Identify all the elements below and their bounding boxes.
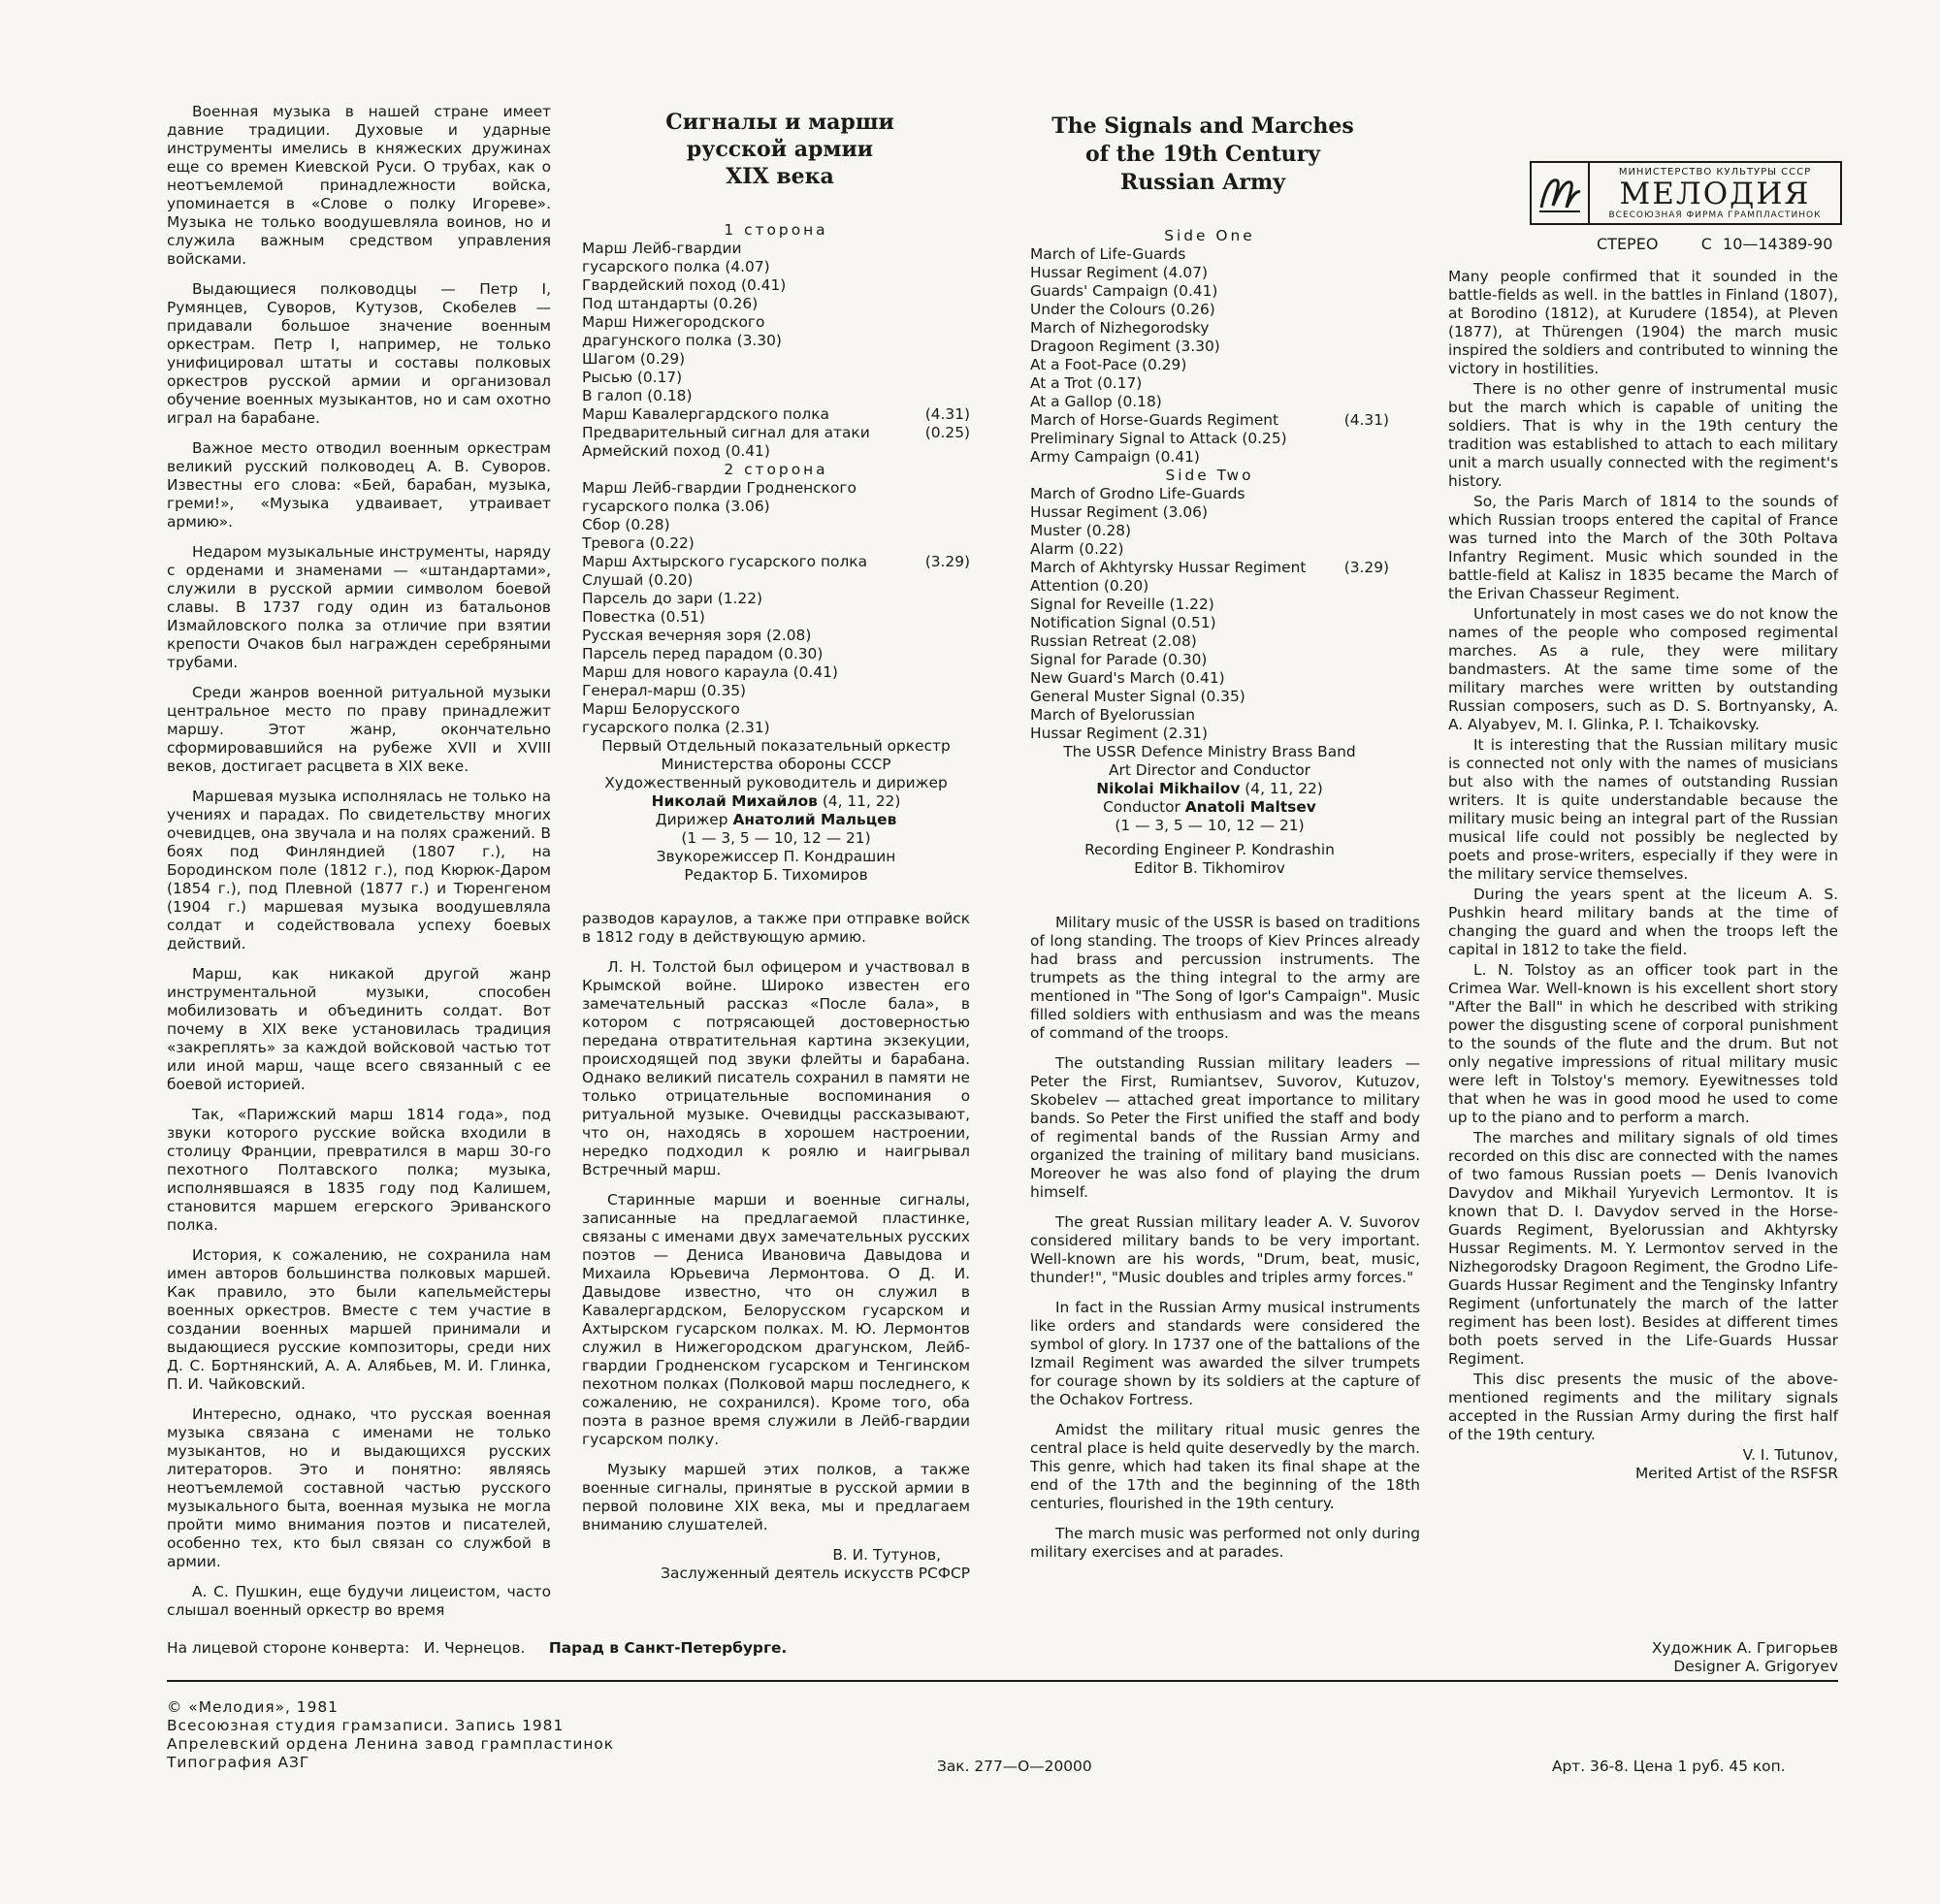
ru-track-title: Повестка (0.51) [582, 608, 705, 626]
footer-copyright: © «Мелодия», 1981 [167, 1698, 339, 1716]
en-track [1030, 522, 1389, 540]
en-credit-engineer: Recording Engineer P. Kondrashin [1084, 841, 1335, 858]
en-text-paragraph: Military music of the USSR is based on traditions of long standing. The troops of Kiev Princes already had brass and percussion instruments. The trumpets as the thing integral to the army are mentioned in "The Song of Igor's Campaign". Music filled soldiers with enthusiasm and was the means of command of the troops. [1030, 914, 1420, 1042]
en-right-paragraph: So, the Paris March of 1814 to the sounds of which Russian troops entered the capital of France was turned into the March of the 30th Poltava Infantry Regiment. Music which sounded in the battle-field at Kalisz in 1835 became the March of the Erivan Chasseur Regiment. [1448, 493, 1838, 602]
ru-track-title: Гвардейский поход (0.41) [582, 276, 787, 294]
cover-note-label: На лицевой стороне конверта: [167, 1639, 410, 1657]
ru-director-name: Николай Михайлов [651, 792, 818, 810]
ru-track-title: Под штандарты (0.26) [582, 295, 759, 312]
ru-credit-director-label: Художественный руководитель и дирижер [604, 774, 948, 791]
en-text-paragraph: The outstanding Russian military leaders — Peter the First, Rumiantsev, Suvorov, Kutuzov, Skobelev — attached great importance to military bands. So Peter the First unified the staff and body of regimental bands of the Russian Army and organized the training of military band musicians. Moreover he was also fond of playing the drum himself. [1030, 1054, 1420, 1201]
melodiya-logo [1530, 161, 1842, 225]
ru-track [582, 424, 970, 442]
en-text-column [1030, 914, 1420, 1573]
ru-track [582, 590, 970, 608]
ru-side-two-label: 2 сторона [724, 461, 828, 478]
en-track-title: New Guard's March (0.41) [1030, 669, 1225, 687]
en-credit-director [1030, 780, 1389, 798]
en-track-title: At a Foot-Pace (0.29) [1030, 356, 1187, 373]
ru-track-title: Марш Кавалергардского полка [582, 405, 829, 423]
ru-track [582, 553, 970, 571]
cover-note-author: И. Чернецов. [423, 1639, 526, 1657]
en-title-line: of the 19th Century [1084, 142, 1321, 167]
en-track-duration: (3.29) [1343, 559, 1389, 576]
ru-track-title: В галоп (0.18) [582, 387, 693, 404]
en-right-paragraph: During the years spent at the liceum A. S. Pushkin heard military bands at the time of changing the guard and when the troops left the capital in 1812 to take the field. [1448, 886, 1838, 958]
en-author-name: V. I. Tutunov, [1742, 1446, 1838, 1464]
ru-track [582, 240, 970, 258]
footer-print: Типография АЗГ [167, 1754, 310, 1771]
ru-title-line: русской армии [686, 137, 874, 162]
en-track-title: March of Horse-Guards Regiment [1030, 411, 1279, 429]
en-text-paragraph: The march music was performed not only during military exercises and at parades. [1030, 1525, 1420, 1561]
footer-plant: Апрелевский ордена Ленина завод грампластинок [167, 1735, 615, 1753]
ru-track [582, 534, 970, 553]
en-right-paragraph: This disc presents the music of the above-mentioned regiments and the military signals accepted in the Russian Army during the first half of the 19th century. [1448, 1371, 1838, 1443]
ru-intro-paragraph: Так, «Парижский марш 1814 года», под звуки которого русские войска входили в столицу Франции, превратился в марш 30-го пехотного Полтавского полка; музыка, исполнявшаяся в 1835 году под Калишем, становится маршем егерского Эриванского полка. [167, 1106, 551, 1234]
en-text-paragraph: Amidst the military ritual music genres the central place is held quite deservedly by the march. This genre, which had taken its final shape at the end of the 17th and the beginning of the 18th centuries, flourished in the 19th century. [1030, 1421, 1420, 1512]
ru-title-line: XIX века [726, 164, 834, 189]
ru-track-title: Марш для нового караула (0.41) [582, 663, 838, 681]
ru-intro-paragraph: Важное место отводил военным оркестрам великий русский полководец А. В. Суворов. Известны его слова: «Бей, барабан, музыка, греми!», «Музыка удваивает, утраивает армию». [167, 439, 551, 531]
ru-track-title: гусарского полка (4.07) [582, 258, 770, 275]
footer-publisher-info [167, 1698, 614, 1772]
ru-credit-orchestra: Первый Отдельный показательный оркестр [601, 737, 951, 755]
en-track [1030, 540, 1389, 559]
en-track-title: March of Byelorussian [1030, 706, 1195, 724]
ru-track-title: Армейский поход (0.41) [582, 442, 770, 460]
ru-track-duration: (0.25) [924, 424, 970, 441]
en-side-two-label: Side Two [1165, 467, 1254, 484]
en-side-one-list [1030, 245, 1389, 467]
en-track [1030, 264, 1389, 282]
ru-track-title: Марш Лейб-гвардии Гродненского [582, 479, 857, 497]
en-track [1030, 503, 1389, 522]
en-track [1030, 725, 1389, 743]
en-track [1030, 669, 1389, 688]
en-track [1030, 485, 1389, 503]
ru-track-title: гусарского полка (2.31) [582, 719, 770, 736]
ru-intro-paragraph: Маршевая музыка исполнялась не только на учениях и парадах. По свидетельству многих очевидцев, она звучала и на полях сражений. В боях под Финляндией (1807 г.), на Бородинском поле (1812 г.), под Кюрюк-Даром (1854 г.), под Плевной (1877 г.) и Тюренгеном (1904 г.) маршевая музыка воодушевляла солдат и содействовала успеху боевых действий. [167, 788, 551, 952]
en-track-title: March of Nizhegorodsky [1030, 319, 1210, 337]
en-track [1030, 393, 1389, 411]
ru-intro-paragraph: Военная музыка в нашей стране имеет давние традиции. Духовые и ударные инструменты имелись в княжеских дружинах еще со времен Киевской Руси. О трубах, как о неотъемлемой принадлежности войска, упоминается в «Слове о полку Игореве». Музыка не только воодушевляла воинов, но и служила важным средством управления войсками. [167, 103, 551, 268]
catalog-number [1597, 235, 1832, 253]
ru-track [582, 387, 970, 405]
ru-track-title: Сбор (0.28) [582, 516, 670, 533]
ru-author-title: Заслуженный деятель искусств РСФСР [661, 1565, 970, 1582]
en-track [1030, 448, 1389, 467]
ru-track [582, 295, 970, 313]
stereo-label: СТЕРЕО [1597, 235, 1659, 253]
en-track [1030, 338, 1389, 356]
ru-intro-paragraph: А. С. Пушкин, еще будучи лицеистом, часто слышал военный оркестр во время [167, 1583, 551, 1619]
melodiya-logo-mark-icon [1532, 165, 1588, 221]
ru-track-title: Генерал-марш (0.35) [582, 682, 747, 699]
footer-order: Зак. 277—О—20000 [937, 1758, 1092, 1775]
en-right-paragraph: The marches and military signals of old times recorded on this disc are connected with the names of two famous Russian poets — Denis Ivanovich Davydov and Mikhail Yuryevich Lermontov. It is known that D. I. Davydov served in the Horse-Guards Regiment, Byelorussian and Akhtyrsky Hussar Regiments. M. Y. Lermontov served in the Nizhegorodsky Dragoon Regiment, the Grodno Life-Guards Hussar Regiment and the Tenginsky Infantry Regiment (unfortunately the march of the latter regiment has been lost). Besides at different times both poets served in the Life-Guards Hussar Regiment. [1448, 1129, 1838, 1368]
en-track-title: March of Grodno Life-Guards [1030, 485, 1245, 502]
footer-studio: Всесоюзная студия грамзаписи. Запись 1981 [167, 1717, 565, 1734]
ru-track-title: Марш Ахтырского гусарского полка [582, 553, 868, 570]
en-title-line: The Signals and Marches [1051, 113, 1354, 139]
ru-director-tracks: (4, 11, 22) [817, 792, 901, 810]
ru-track-title: Рысью (0.17) [582, 369, 683, 386]
en-conductor-label: Conductor [1103, 798, 1185, 816]
ru-track [582, 258, 970, 276]
ru-track-title: Слушай (0.20) [582, 571, 694, 589]
en-track-title: Russian Retreat (2.08) [1030, 632, 1197, 650]
en-right-column [1448, 268, 1838, 1483]
cover-note [167, 1639, 787, 1658]
en-track [1030, 430, 1389, 448]
en-track-title: March of Akhtyrsky Hussar Regiment [1030, 559, 1307, 576]
en-tracklist [1030, 227, 1389, 878]
ru-track-duration: (3.29) [924, 553, 970, 570]
ru-track-title: Предварительный сигнал для атаки [582, 424, 870, 441]
designer-credit [1652, 1639, 1838, 1676]
ru-side-one-list [582, 240, 970, 461]
en-author-title: Merited Artist of the RSFSR [1634, 1465, 1838, 1482]
ru-credit-editor: Редактор Б. Тихомиров [684, 866, 868, 884]
ru-track [582, 627, 970, 645]
ru-track [582, 405, 970, 424]
ru-track-title: Тревога (0.22) [582, 534, 695, 552]
ru-text-paragraph: разводов караулов, а также при отправке войск в 1812 году в действующую армию. [582, 910, 970, 946]
en-track [1030, 374, 1389, 393]
en-track-title: Preliminary Signal to Attack (0.25) [1030, 430, 1287, 447]
ru-track [582, 516, 970, 534]
en-text-paragraph: In fact in the Russian Army musical instruments like orders and standards were considered the symbol of glory. In 1737 one of the battalions of the Izmail Regiment was awarded the silver trumpets for courage shown by its soldiers at the capture of the Ochakov Fortress. [1030, 1299, 1420, 1408]
ru-track [582, 442, 970, 461]
en-side-two-list [1030, 485, 1389, 743]
en-track-title: At a Trot (0.17) [1030, 374, 1143, 392]
en-text-paragraph: The great Russian military leader A. V. Suvorov considered military bands to be very important. Well-known are his words, "Drum, beat, music, thunder!", "Music doubles and triples army forces." [1030, 1213, 1420, 1286]
en-right-paragraph: It is interesting that the Russian military music is connected not only with the names of musicians but also with the names of outstanding Russian writers. It is quite understandable because the military music being an integral part of the Russian musical life could not possibly be neglected by poets and prose-writers, especially if they were in the military service themselves. [1448, 736, 1838, 883]
ru-track [582, 369, 970, 387]
en-right-paragraph: Unfortunately in most cases we do not know the names of the people who composed regimental marches. As a rule, they were military bandmasters. At the same time some of the military marches were written by outstanding Russian composers, such as D. S. Bortnyansky, A. A. Alyabyev, M. I. Glinka, P. I. Tchaikovsky. [1448, 605, 1838, 733]
ru-author-name: В. И. Тутунов, [832, 1546, 941, 1564]
en-track [1030, 245, 1389, 264]
en-track-title: Under the Colours (0.26) [1030, 301, 1215, 318]
en-track-title: Alarm (0.22) [1030, 540, 1124, 558]
ru-track [582, 663, 970, 682]
en-track [1030, 651, 1389, 669]
ru-text-column [582, 910, 970, 1583]
en-credit-editor: Editor B. Tikhomirov [1134, 859, 1285, 877]
ru-track-title: Марш Нижегородского [582, 313, 765, 331]
en-track-title: General Muster Signal (0.35) [1030, 688, 1245, 705]
footer-divider [167, 1680, 1838, 1682]
en-track-title: Attention (0.20) [1030, 577, 1149, 595]
ru-track-title: Марш Белорусского [582, 700, 740, 718]
ru-intro-paragraph: Недаром музыкальные инструменты, наряду с орденами и знаменами — «штандартами», служили в русской армии символом боевой славы. В 1737 году один из батальонов Измайловского полка за отличие при взятии крепости Очаков был награжден серебряными трубами. [167, 543, 551, 671]
en-track [1030, 301, 1389, 319]
en-track-title: At a Gallop (0.18) [1030, 393, 1162, 410]
en-title-line: Russian Army [1119, 170, 1286, 195]
ru-text-paragraph: Л. Н. Толстой был офицером и участвовал в Крымской войне. Широко известен его замечательный рассказ «После бала», в котором с потрясающей достоверностью передана отвратительная картина экзекуции, происходящей под звуки флейты и барабана. Однако великий писатель сохранил в памяти не только отрицательные воспоминания о ритуальной музыке. Очевидцы рассказывают, что он, находясь в хорошем настроении, нередко подходил к роялю и наигрывал Встречный марш. [582, 958, 970, 1178]
en-track-title: Army Campaign (0.41) [1030, 448, 1200, 466]
en-credit-director-label: Art Director and Conductor [1108, 761, 1311, 779]
cover-note-title: Парад в Санкт-Петербурге. [548, 1639, 788, 1657]
en-conductor-tracks: (1 — 3, 5 — 10, 12 — 21) [1115, 817, 1305, 834]
ru-intro-column [167, 103, 551, 1631]
ru-track-title: Парсель перед парадом (0.30) [582, 645, 824, 662]
en-track [1030, 319, 1389, 338]
ru-track [582, 608, 970, 627]
ru-track [582, 276, 970, 295]
ru-credit-ministry: Министерства обороны СССР [661, 756, 891, 773]
en-track [1030, 632, 1389, 651]
en-track [1030, 596, 1389, 614]
en-director-name: Nikolai Mikhailov [1096, 780, 1241, 797]
ru-intro-paragraph: Интересно, однако, что русская военная музыка связана с именами не только музыкантов, но и выдающихся русских литераторов. Это и понятно: являясь неотъемлемой составной частью русского музыкального быта, военная музыка не могла пройти мимо внимания поэтов и писателей, особенно тех, кто был связан со службой в армии. [167, 1405, 551, 1570]
logo-brand-text: МЕЛОДИЯ [1619, 176, 1811, 211]
ru-credit-engineer: Звукорежиссер П. Кондрашин [656, 848, 896, 865]
en-track-duration: (4.31) [1343, 411, 1389, 429]
ru-intro-paragraph: Выдающиеся полководцы — Петр I, Румянцев, Суворов, Кутузов, Скобелев — придавали большое значение военным оркестрам. Петр I, например, не только унифицировал штаты и составы полковых оркестров русской армии и организовал обучение военных музыкантов, но и сам охотно играл на барабане. [167, 280, 551, 427]
en-track [1030, 559, 1389, 577]
ru-conductor-label: Дирижер [655, 811, 733, 828]
en-track [1030, 356, 1389, 374]
en-track [1030, 577, 1389, 596]
ru-title-line: Сигналы и марши [665, 110, 894, 135]
designer-en: Designer A. Grigoryev [1673, 1658, 1838, 1675]
ru-track [582, 645, 970, 663]
ru-track-title: Марш Лейб-гвардии [582, 240, 742, 257]
ru-tracklist [582, 221, 970, 885]
ru-track-title: гусарского полка (3.06) [582, 498, 770, 515]
en-director-tracks: (4, 11, 22) [1240, 780, 1323, 797]
en-track-title: Signal for Parade (0.30) [1030, 651, 1208, 668]
designer-ru: Художник А. Григорьев [1651, 1639, 1838, 1657]
en-track-title: Dragoon Regiment (3.30) [1030, 338, 1220, 355]
en-track [1030, 614, 1389, 632]
en-track-title: Notification Signal (0.51) [1030, 614, 1216, 631]
ru-track-title: Парсель до зари (1.22) [582, 590, 763, 607]
en-right-paragraph: L. N. Tolstoy as an officer took part in the Crimea War. Well-known is his excellent short story "After the Ball" in which he described with striking power the disgusting scene of corporal punishment to the sounds of the flute and the drum. But not only negative impressions of ritual military music were left in Tolstoy's memory. Eyewitnesses told that when he was in good mood he used to come up to the piano and to perform a march. [1448, 961, 1838, 1126]
en-credit-conductor [1030, 798, 1389, 817]
ru-conductor-name: Анатолий Мальцев [732, 811, 897, 828]
en-conductor-name: Anatoli Maltsev [1184, 798, 1316, 816]
footer-price: Арт. 36-8. Цена 1 руб. 45 коп. [1552, 1758, 1786, 1775]
ru-track [582, 682, 970, 700]
ru-track [582, 700, 970, 719]
ru-track-title: Русская вечерняя зоря (2.08) [582, 627, 812, 644]
en-side-one-label: Side One [1164, 227, 1255, 244]
ru-track [582, 332, 970, 350]
ru-intro-paragraph: Марш, как никакой другой жанр инструментальной музыки, способен мобилизовать и объединить солдат. Вот почему в XIX веке установилась традиция «закреплять» за каждой войсковой частью тот или иной марш, чаще всего связанный с ее боевой историей. [167, 965, 551, 1093]
ru-track [582, 719, 970, 737]
en-track-title: Guards' Campaign (0.41) [1030, 282, 1218, 300]
en-track-title: Hussar Regiment (4.07) [1030, 264, 1208, 281]
ru-track-duration: (4.31) [924, 405, 970, 423]
ru-text-paragraph: Старинные марши и военные сигналы, записанные на предлагаемой пластинке, связаны с именами двух замечательных русских поэтов — Дениса Ивановича Давыдова и Михаила Юрьевича Лермонтова. О Д. И. Давыдове известно, что он служил в Кавалергардском, Белорусском гусарском и Ахтырском гусарском полках. М. Ю. Лермонтов служил в Нижегородском драгунском, Лейб-гвардии Гродненском гусарском и Тенгинском пехотном полках (Полковой марш последнего, к сожалению, не сохранился). Кроме того, оба поэта в разное время служили в Лейб-гвардии гусарском полку. [582, 1191, 970, 1448]
en-right-paragraph: There is no other genre of instrumental music but the march which is capable of uniting the soldiers. That is why in the 19th century the tradition was established to attach to each military unit a march usually connected with the regiment's history. [1448, 380, 1838, 490]
en-track-title: March of Life-Guards [1030, 245, 1186, 263]
ru-track [582, 479, 970, 498]
ru-credit-director [582, 792, 970, 811]
en-track-title: Muster (0.28) [1030, 522, 1132, 539]
ru-text-paragraph: Музыку маршей этих полков, а также военные сигналы, принятые в русской армии в первой половине XIX века, мы и предлагаем вниманию слушателей. [582, 1461, 970, 1533]
ru-track [582, 571, 970, 590]
en-track [1030, 411, 1389, 430]
en-track-title: Hussar Regiment (3.06) [1030, 503, 1208, 521]
en-track [1030, 688, 1389, 706]
en-track-title: Signal for Reveille (1.22) [1030, 596, 1214, 613]
en-title [1018, 113, 1387, 197]
en-track [1030, 706, 1389, 725]
ru-credit-conductor [582, 811, 970, 829]
en-track [1030, 282, 1389, 301]
ru-side-one-label: 1 сторона [724, 221, 828, 239]
logo-firm-text: ВСЕСОЮЗНАЯ ФИРМА ГРАМПЛАСТИНОК [1608, 210, 1822, 220]
ru-conductor-tracks: (1 — 3, 5 — 10, 12 — 21) [681, 829, 871, 847]
ru-track-title: Шагом (0.29) [582, 350, 686, 368]
ru-intro-paragraph: Среди жанров военной ритуальной музыки центральное место по праву принадлежит маршу. Этот жанр, окончательно сформировавшийся на рубеже XVII и XVIII веков, достигает расцвета в XIX веке. [167, 684, 551, 775]
ru-intro-paragraph: История, к сожалению, не сохранила нам имен авторов большинства полковых маршей. Как правило, это были капельмейстеры военных оркестров. Вместе с тем участие в создании военных маршей принимали и выдающиеся русские композиторы, среди них Д. С. Бортнянский, А. А. Алябьев, М. И. Глинка, П. И. Чайковский. [167, 1246, 551, 1393]
ru-track [582, 498, 970, 516]
ru-track [582, 350, 970, 369]
ru-track-title: драгунского полка (3.30) [582, 332, 782, 349]
logo-ministry-text: МИНИСТЕРСТВО КУЛЬТУРЫ СССР [1618, 166, 1812, 177]
en-track-title: Hussar Regiment (2.31) [1030, 725, 1208, 742]
en-right-paragraph: Many people confirmed that it sounded in the battle-fields as well. in the battles in Finland (1807), at Borodino (1812), at Kurudere (1854), at Pleven (1877), at Thürengen (1904) the march music inspired the soldiers and contributed to winning the victory in hostilities. [1448, 268, 1838, 377]
catalog-code: С 10—14389-90 [1700, 235, 1833, 253]
ru-track [582, 313, 970, 332]
ru-side-two-list [582, 479, 970, 737]
ru-title [568, 109, 991, 190]
en-credit-band: The USSR Defence Ministry Brass Band [1063, 743, 1356, 760]
